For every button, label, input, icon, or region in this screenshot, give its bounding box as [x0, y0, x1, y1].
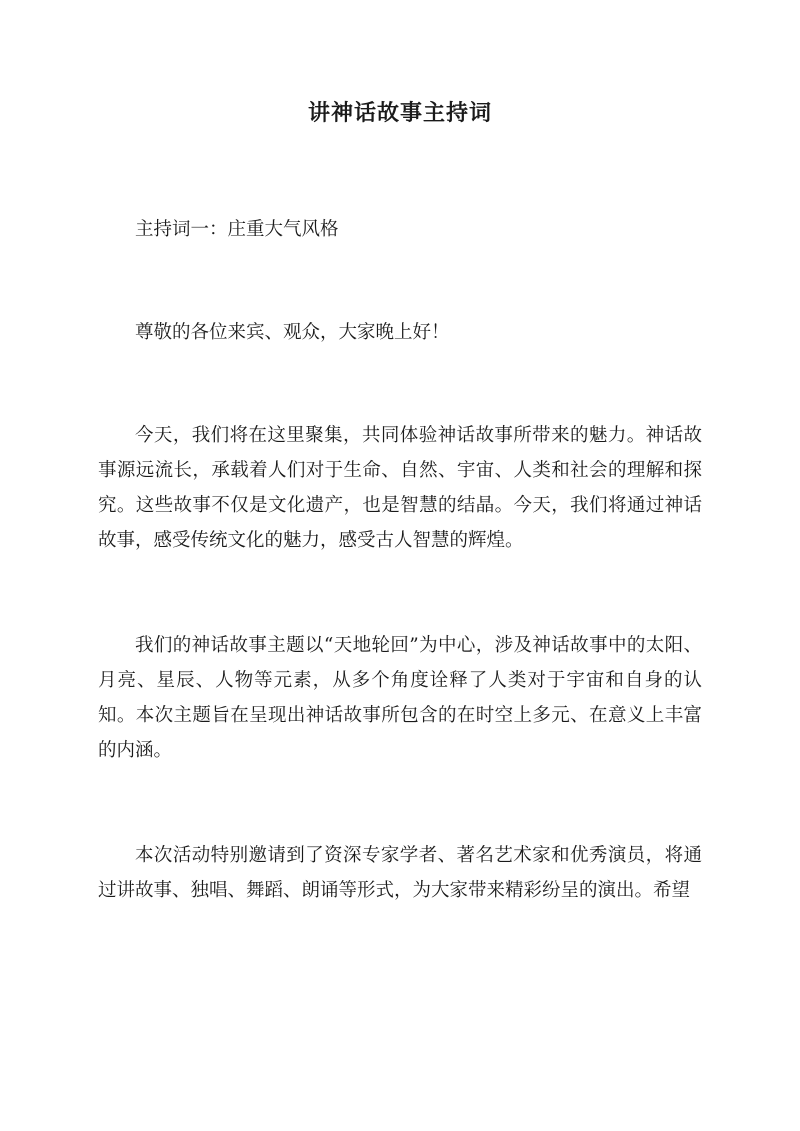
section-label: 主持词一：庄重大气风格 — [135, 219, 339, 240]
body-paragraph-2: 我们的神话故事主题以“天地轮回”为中心，涉及神话故事中的太阳、月亮、星辰、人物等元素，从多个角度诠释了人类对于宇宙和自身的认知。本次主题旨在呈现出神话故事所包含的在时空上多元、在意义上丰富的内涵。 — [98, 635, 702, 761]
body-paragraph-1: 今天，我们将在这里聚集，共同体验神话故事所带来的魅力。神话故事源远流长，承载着人们对于生命、自然、宇宙、人类和社会的理解和探究。这些故事不仅是文化遗产，也是智慧的结晶。今天，我们将通过神话故事，感受传统文化的魅力，感受古人智慧的辉煌。 — [98, 425, 702, 551]
document-title: 讲神话故事主持词 — [307, 100, 492, 126]
greeting-paragraph: 尊敬的各位来宾、观众，大家晚上好！ — [135, 322, 450, 343]
body-paragraph-3: 本次活动特别邀请到了资深专家学者、著名艺术家和优秀演员，将通过讲故事、独唱、舞蹈、朗诵等形式，为大家带来精彩纷呈的演出。希望 — [98, 845, 702, 901]
document-body — [98, 212, 702, 978]
